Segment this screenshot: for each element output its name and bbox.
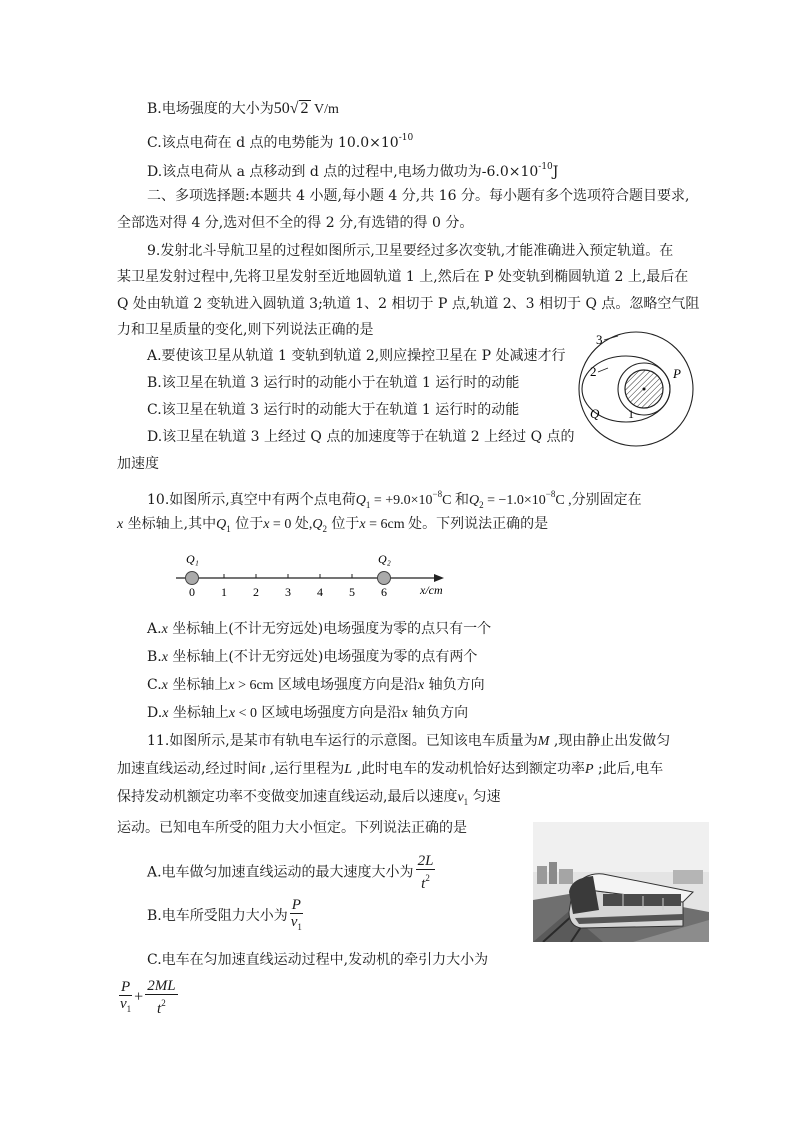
label-orbit-3: 3	[596, 332, 603, 347]
q11-option-a: A.电车做匀加速直线运动的最大速度大小为 $\frac{2L}{t^2}$	[147, 853, 434, 892]
label-p: P	[673, 366, 681, 381]
q8-option-d: D.该点电荷从 a 点移动到 d 点的过程中,电场力做功为$-6.0\times 10^{-10}J$	[147, 162, 559, 180]
q11-option-b: B.电车所受阻力大小为 $\frac{P}{v_1}$	[147, 897, 302, 932]
label-orbit-1: 1	[628, 407, 634, 421]
q9-stem: 9.发射北斗导航卫星的过程如图所示,卫星要经过多次变轨,才能准确进入预定轨道。在	[147, 243, 674, 259]
q9-option-b: B.该卫星在轨道 3 运行时的动能小于在轨道 1 运行时的动能	[147, 375, 520, 391]
q11-option-c-formula: $\frac{P}{v_1}$ + $\frac{2ML}{t^2}$	[120, 978, 176, 1017]
charge-q1	[186, 572, 199, 585]
q9-option-c: C.该卫星在轨道 3 运行时的动能大于在轨道 1 运行时的动能	[147, 402, 520, 418]
q8-option-b: B.电场强度的大小为50√ 2 V/m	[147, 100, 339, 117]
axis-tick-label: 5	[349, 585, 355, 599]
q9-option-a: A.要使该卫星从轨道 1 变轨到轨道 2,则应操控卫星在 P 处减速才行	[147, 348, 566, 364]
axis-tick-label: 1	[221, 585, 227, 599]
q9-stem: 某卫星发射过程中,先将卫星发射至近地圆轨道 1 上,然后在 P 处变轨到椭圆轨道 2 上,最后在	[117, 269, 689, 285]
q9-stem: Q 处由轨道 2 变轨进入圆轨道 3;轨道 1、2 相切于 P 点,轨道 2、3 相切于 Q 点。忽略空气阻	[117, 296, 700, 312]
orbit-diagram	[576, 326, 696, 450]
q11-stem: 加速直线运动,经过时间t ,运行里程为L ,此时电车的发动机恰好达到额定功率P ;此后,电车	[117, 761, 664, 777]
axis-tick-label: 3	[285, 585, 291, 599]
q10-option-c: C.x 坐标轴上x > 6cm 区域电场强度方向是沿x 轴负方向	[147, 677, 485, 693]
charge-q2	[378, 572, 391, 585]
q10-option-a: A.x 坐标轴上(不计无穷远处)电场强度为零的点只有一个	[147, 621, 492, 637]
label-q: Q	[590, 406, 600, 421]
axis-tick-label: 6	[381, 585, 387, 599]
q11-option-c: C.电车在匀加速直线运动过程中,发动机的牵引力大小为	[147, 952, 489, 968]
axis-tick-label: 0	[189, 585, 195, 599]
q11-stem: 运动。已知电车所受的阻力大小恒定。下列说法正确的是	[117, 820, 467, 836]
label-q1: Q₁	[186, 552, 199, 566]
q11-stem: 11.如图所示,是某市有轨电车运行的示意图。已知该电车质量为M ,现由静止出发做匀	[147, 733, 671, 749]
q10-stem: x 坐标轴上,其中$Q_1$ 位于x = 0 处$,Q_2$ 位于x = 6cm 处。下列说法正确的是	[117, 516, 549, 534]
q11-stem: 保持发动机额定功率不变做变加速直线运动,最后以速度$v_1$ 匀速	[117, 789, 501, 807]
label-q2: Q₂	[378, 552, 391, 566]
charge-axis-diagram	[168, 548, 458, 604]
section-heading: 二、多项选择题:本题共 4 小题,每小题 4 分,共 16 分。每小题有多个选项符合题目要求,	[147, 188, 690, 204]
tram-photo	[533, 822, 709, 942]
q8-option-c: C.该点电荷在 d 点的电势能为 $10.0\times 10^{-10}$	[147, 133, 414, 151]
axis-tick-label: 4	[317, 585, 323, 599]
q10-option-d: D.x 坐标轴上x < 0 区域电场强度方向是沿x 轴负方向	[147, 705, 469, 721]
q10-stem: 10.如图所示,真空中有两个点电荷$Q_1 = +9.0\times 10^{-8}C$ 和$Q_2 = -1.0\times 10^{-8}C$ ,分别固定在	[147, 489, 642, 510]
q9-option-d: D.该卫星在轨道 3 上经过 Q 点的加速度等于在轨道 2 上经过 Q 点的	[147, 429, 575, 445]
q9-stem: 力和卫星质量的变化,则下列说法正确的是	[117, 322, 374, 338]
axis-unit: x/cm	[420, 583, 443, 597]
q10-option-b: B.x 坐标轴上(不计无穷远处)电场强度为零的点有两个	[147, 649, 478, 665]
axis-tick-label: 2	[253, 585, 259, 599]
axis-arrow	[434, 574, 444, 582]
q9-option-d-cont: 加速度	[117, 456, 159, 472]
section-heading-cont: 全部选对得 4 分,选对但不全的得 2 分,有选错的得 0 分。	[117, 215, 474, 231]
earth-center	[643, 388, 646, 391]
label-orbit-2: 2	[590, 364, 597, 379]
